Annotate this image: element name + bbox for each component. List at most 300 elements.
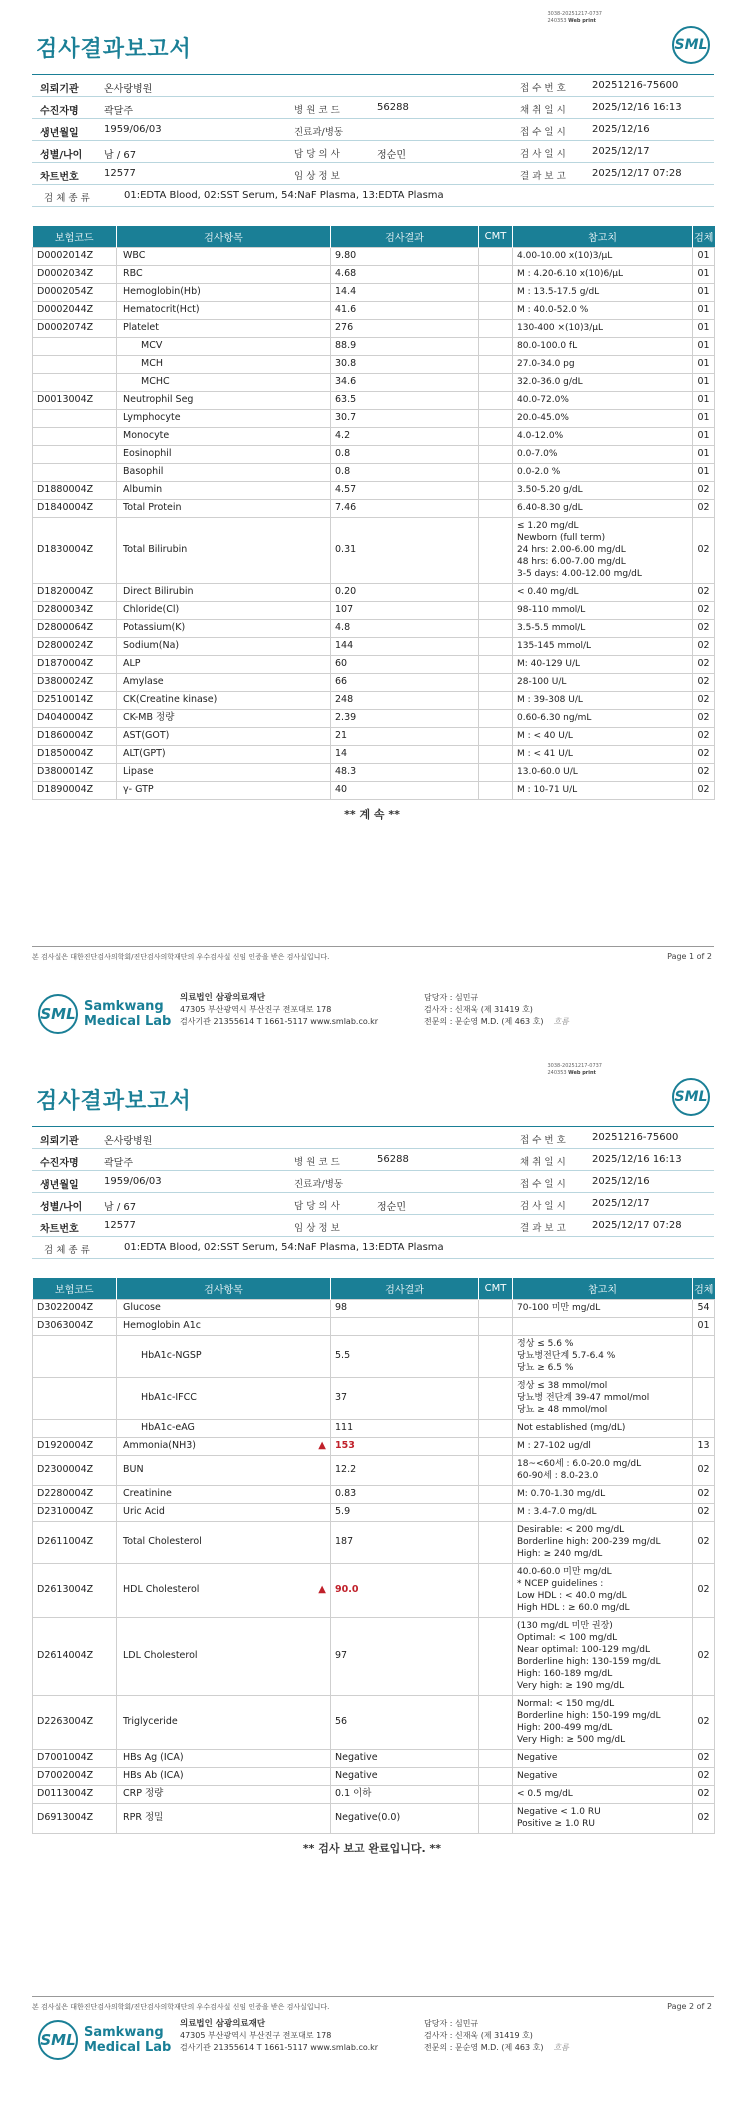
test-item: CK(Creatine kinase) xyxy=(117,691,331,709)
test-result: 107 xyxy=(331,601,479,619)
cmt-cell xyxy=(479,355,513,373)
cmt-cell xyxy=(479,481,513,499)
certification-footnote: 본 검사실은 대한진단검사의학회/진단검사의학재단의 우수검사실 신임 인증을 받은 검사실입니다. xyxy=(32,953,330,961)
high-flag-icon: ▲ xyxy=(318,1440,326,1451)
table-row xyxy=(33,1521,715,1563)
reference-range: 70-100 미만 mg/dL xyxy=(513,1299,693,1317)
specimen-code: 01 xyxy=(693,247,715,265)
insurance-code: D1880004Z xyxy=(33,481,117,499)
insurance-code: D1920004Z xyxy=(33,1437,117,1455)
cmt-cell xyxy=(479,727,513,745)
insurance-code xyxy=(33,1419,117,1437)
insurance-code: D0002054Z xyxy=(33,283,117,301)
specimen-code: 02 xyxy=(693,601,715,619)
header-specimen-label: 검 체 종 류 xyxy=(44,193,90,204)
reference-range: 135-145 mmol/L xyxy=(513,637,693,655)
specimen-code: 13 xyxy=(693,1437,715,1455)
test-item: Chloride(Cl) xyxy=(117,601,331,619)
cmt-cell xyxy=(479,1803,513,1833)
insurance-code: D2263004Z xyxy=(33,1695,117,1749)
specimen-code: 01 xyxy=(693,427,715,445)
specimen-code: 02 xyxy=(693,655,715,673)
table-row xyxy=(33,247,715,265)
test-item: Triglyceride xyxy=(117,1695,331,1749)
specimen-code: 02 xyxy=(693,1521,715,1563)
table-row xyxy=(33,655,715,673)
header-row xyxy=(32,119,714,141)
test-item: Creatinine xyxy=(117,1485,331,1503)
test-item: BUN xyxy=(117,1455,331,1485)
cmt-cell xyxy=(479,499,513,517)
header-collected-label: 채 취 일 시 xyxy=(520,105,566,116)
test-item: MCHC xyxy=(117,373,331,391)
test-item: HbA1c-NGSP xyxy=(117,1335,331,1377)
test-item: Amylase xyxy=(117,673,331,691)
col-header-ref: 참고치 xyxy=(513,1278,693,1299)
specimen-code xyxy=(693,1335,715,1377)
table-row xyxy=(33,481,715,499)
header-dob: 1959/06/03 xyxy=(104,1176,162,1187)
test-item: HbA1c-eAG xyxy=(117,1419,331,1437)
col-header-cmt: CMT xyxy=(479,226,513,247)
reference-range: 98-110 mmol/L xyxy=(513,601,693,619)
reference-range: ≤ 1.20 mg/dL Newborn (full term) 24 hrs: 2.00-6.00 mg/dL 48 hrs: 6.00-7.00 mg/dL 3-5 days: 4.00-12.00 mg/dL xyxy=(513,517,693,583)
cmt-cell xyxy=(479,409,513,427)
test-result: Negative xyxy=(331,1749,479,1767)
reference-range: 13.0-60.0 U/L xyxy=(513,763,693,781)
print-info: 3038-20251217-0737 240353 Web print xyxy=(547,11,602,24)
header-patient: 곽달주 xyxy=(104,106,133,117)
insurance-code xyxy=(33,1335,117,1377)
test-item: Basophil xyxy=(117,463,331,481)
insurance-code: D0002014Z xyxy=(33,247,117,265)
specimen-code: 01 xyxy=(693,409,715,427)
header-row xyxy=(32,163,714,185)
reference-range: M : < 40 U/L xyxy=(513,727,693,745)
header-receipt-no-label: 접 수 번 호 xyxy=(520,1135,566,1146)
test-result: 111 xyxy=(331,1419,479,1437)
certification-footnote: 본 검사실은 대한진단검사의학회/진단검사의학재단의 우수검사실 신임 인증을 받은 검사실입니다. xyxy=(32,2003,330,2011)
col-header-code: 보험코드 xyxy=(33,1278,117,1299)
test-item: Ammonia(NH3) ▲ xyxy=(117,1437,331,1455)
table-row xyxy=(33,1695,715,1749)
test-item: Glucose xyxy=(117,1299,331,1317)
specimen-code: 02 xyxy=(693,1563,715,1617)
test-result: 90.0 xyxy=(331,1563,479,1617)
reference-range: 6.40-8.30 g/dL xyxy=(513,499,693,517)
col-header-cmt: CMT xyxy=(479,1278,513,1299)
header-received: 2025/12/16 xyxy=(592,1176,650,1187)
test-item: Potassium(K) xyxy=(117,619,331,637)
header-hospital-code: 56288 xyxy=(377,102,409,113)
reference-range: M : 10-71 U/L xyxy=(513,781,693,799)
insurance-code: D0002044Z xyxy=(33,301,117,319)
reference-range: 80.0-100.0 fL xyxy=(513,337,693,355)
test-item: Hemoglobin(Hb) xyxy=(117,283,331,301)
test-item: ALP xyxy=(117,655,331,673)
cmt-cell xyxy=(479,517,513,583)
table-row xyxy=(33,319,715,337)
test-result: 41.6 xyxy=(331,301,479,319)
sml-logo-icon: SML xyxy=(38,2020,78,2060)
test-result: Negative xyxy=(331,1767,479,1785)
specimen-code: 02 xyxy=(693,673,715,691)
cmt-cell xyxy=(479,337,513,355)
test-item: RBC xyxy=(117,265,331,283)
specimen-code: 02 xyxy=(693,1695,715,1749)
test-result: 4.2 xyxy=(331,427,479,445)
reference-range: 3.5-5.5 mmol/L xyxy=(513,619,693,637)
lab-address: 의료법인 삼광의료재단 47305 부산광역시 부산진구 전포대로 178 검사기관 21355614 T 1661-5117 www.smlab.co.kr xyxy=(180,2019,379,2052)
header-sex-age: 남 / 67 xyxy=(104,150,137,161)
insurance-code: D2613004Z xyxy=(33,1563,117,1617)
insurance-code: D1860004Z xyxy=(33,727,117,745)
report-title: 검사결과보고서 xyxy=(36,1089,192,1114)
reference-range: 4.0-12.0% xyxy=(513,427,693,445)
insurance-code: D2800064Z xyxy=(33,619,117,637)
header-sex-age-label: 성별/나이 xyxy=(40,1202,83,1213)
test-result: 7.46 xyxy=(331,499,479,517)
table-row xyxy=(33,781,715,799)
header-tested-label: 검 사 일 시 xyxy=(520,149,566,160)
test-item: WBC xyxy=(117,247,331,265)
specimen-code: 01 xyxy=(693,373,715,391)
cmt-cell xyxy=(479,1437,513,1455)
insurance-code xyxy=(33,427,117,445)
test-result: 9.80 xyxy=(331,247,479,265)
cmt-cell xyxy=(479,1419,513,1437)
test-item: Sodium(Na) xyxy=(117,637,331,655)
cmt-cell xyxy=(479,1695,513,1749)
cmt-cell xyxy=(479,1317,513,1335)
test-result: 0.20 xyxy=(331,583,479,601)
specimen-code: 02 xyxy=(693,1617,715,1695)
table-row xyxy=(33,283,715,301)
insurance-code: D1870004Z xyxy=(33,655,117,673)
col-header-specimen: 검체 xyxy=(693,226,715,247)
insurance-code: D1850004Z xyxy=(33,745,117,763)
table-row xyxy=(33,691,715,709)
reference-range: M : 13.5-17.5 g/dL xyxy=(513,283,693,301)
test-result: 98 xyxy=(331,1299,479,1317)
header-patient: 곽달주 xyxy=(104,1158,133,1169)
patient-header xyxy=(32,1126,714,1259)
test-item: Hematocrit(Hct) xyxy=(117,301,331,319)
cmt-cell xyxy=(479,1455,513,1485)
col-header-ref: 참고치 xyxy=(513,226,693,247)
test-result: 97 xyxy=(331,1617,479,1695)
reference-range: 4.00-10.00 x(10)3/μL xyxy=(513,247,693,265)
cmt-cell xyxy=(479,691,513,709)
test-item: MCV xyxy=(117,337,331,355)
table-row xyxy=(33,1785,715,1803)
specimen-code: 54 xyxy=(693,1299,715,1317)
table-header-row xyxy=(33,1278,715,1299)
cmt-cell xyxy=(479,283,513,301)
header-row xyxy=(32,1127,714,1149)
reference-range: M: 0.70-1.30 mg/dL xyxy=(513,1485,693,1503)
test-result: 4.57 xyxy=(331,481,479,499)
reference-range: Negative xyxy=(513,1767,693,1785)
header-institution-label: 의뢰기관 xyxy=(40,84,79,95)
test-result: 14.4 xyxy=(331,283,479,301)
cmt-cell xyxy=(479,601,513,619)
test-item: AST(GOT) xyxy=(117,727,331,745)
cmt-cell xyxy=(479,391,513,409)
divider xyxy=(32,1996,714,1997)
results-table xyxy=(32,1278,715,1834)
insurance-code: D1820004Z xyxy=(33,583,117,601)
cmt-cell xyxy=(479,709,513,727)
specimen-code: 01 xyxy=(693,355,715,373)
test-result: 48.3 xyxy=(331,763,479,781)
table-row xyxy=(33,1803,715,1833)
page-number: Page 1 of 2 xyxy=(667,952,712,961)
header-row xyxy=(32,1215,714,1237)
specimen-code: 01 xyxy=(693,391,715,409)
cmt-cell xyxy=(479,1563,513,1617)
reference-range: 28-100 U/L xyxy=(513,673,693,691)
reference-range: 32.0-36.0 g/dL xyxy=(513,373,693,391)
header-chart: 12577 xyxy=(104,168,136,179)
high-flag-icon: ▲ xyxy=(318,1584,326,1595)
insurance-code: D1840004Z xyxy=(33,499,117,517)
reference-range: < 0.40 mg/dL xyxy=(513,583,693,601)
specimen-code: 02 xyxy=(693,637,715,655)
table-row xyxy=(33,427,715,445)
reference-range: M : 39-308 U/L xyxy=(513,691,693,709)
test-item: Uric Acid xyxy=(117,1503,331,1521)
cmt-cell xyxy=(479,1521,513,1563)
specimen-code: 01 xyxy=(693,463,715,481)
col-header-code: 보험코드 xyxy=(33,226,117,247)
test-item: RPR 정밀 xyxy=(117,1803,331,1833)
test-item: Total Cholesterol xyxy=(117,1521,331,1563)
insurance-code: D0013004Z xyxy=(33,391,117,409)
report-complete-note: ** 검사 보고 완료입니다. ** xyxy=(302,1842,442,1855)
header-specimen: 01:EDTA Blood, 02:SST Serum, 54:NaF Plasma, 13:EDTA Plasma xyxy=(124,1242,444,1253)
col-header-result: 검사결과 xyxy=(331,1278,479,1299)
insurance-code: D3063004Z xyxy=(33,1317,117,1335)
insurance-code xyxy=(33,1377,117,1419)
specimen-code: 02 xyxy=(693,1749,715,1767)
table-row xyxy=(33,745,715,763)
cmt-cell xyxy=(479,463,513,481)
reference-range: 20.0-45.0% xyxy=(513,409,693,427)
test-result xyxy=(331,1317,479,1335)
insurance-code: D0002074Z xyxy=(33,319,117,337)
header-receipt-no: 20251216-75600 xyxy=(592,80,679,91)
header-reported-label: 결 과 보 고 xyxy=(520,171,566,182)
header-collected: 2025/12/16 16:13 xyxy=(592,102,682,113)
specimen-code: 01 xyxy=(693,337,715,355)
test-result: 40 xyxy=(331,781,479,799)
header-institution-label: 의뢰기관 xyxy=(40,1136,79,1147)
test-result: 276 xyxy=(331,319,479,337)
header-collected-label: 채 취 일 시 xyxy=(520,1157,566,1168)
cmt-cell xyxy=(479,373,513,391)
test-result: 56 xyxy=(331,1695,479,1749)
reference-range: M: 40-129 U/L xyxy=(513,655,693,673)
header-hospital-code-label: 병 원 코 드 xyxy=(294,105,340,116)
cmt-cell xyxy=(479,1299,513,1317)
test-item: Total Protein xyxy=(117,499,331,517)
header-institution: 온사랑병원 xyxy=(104,84,153,95)
test-item: Direct Bilirubin xyxy=(117,583,331,601)
header-reported: 2025/12/17 07:28 xyxy=(592,1220,682,1231)
header-received: 2025/12/16 xyxy=(592,124,650,135)
test-item: Albumin xyxy=(117,481,331,499)
table-row xyxy=(33,1299,715,1317)
results-table xyxy=(32,226,715,800)
test-result: 0.83 xyxy=(331,1485,479,1503)
reference-range: 130-400 ×(10)3/μL xyxy=(513,319,693,337)
specimen-code: 01 xyxy=(693,319,715,337)
test-item: ALT(GPT) xyxy=(117,745,331,763)
header-dob: 1959/06/03 xyxy=(104,124,162,135)
insurance-code xyxy=(33,445,117,463)
header-patient-label: 수진자명 xyxy=(40,106,79,117)
header-reported: 2025/12/17 07:28 xyxy=(592,168,682,179)
test-item: HDL Cholesterol ▲ xyxy=(117,1563,331,1617)
table-row xyxy=(33,1563,715,1617)
test-result: 153 xyxy=(331,1437,479,1455)
cmt-cell xyxy=(479,637,513,655)
header-receipt-no-label: 접 수 번 호 xyxy=(520,83,566,94)
specimen-code: 02 xyxy=(693,745,715,763)
cmt-cell xyxy=(479,763,513,781)
test-result: 0.8 xyxy=(331,445,479,463)
test-result: 60 xyxy=(331,655,479,673)
test-result: 37 xyxy=(331,1377,479,1419)
reference-range: 0.0-2.0 % xyxy=(513,463,693,481)
table-row xyxy=(33,1419,715,1437)
reference-range: < 0.5 mg/dL xyxy=(513,1785,693,1803)
header-row xyxy=(32,1171,714,1193)
insurance-code: D2300004Z xyxy=(33,1455,117,1485)
reference-range: 정상 ≤ 5.6 % 당뇨병전단계 5.7-6.4 % 당뇨 ≥ 6.5 % xyxy=(513,1335,693,1377)
insurance-code: D7002004Z xyxy=(33,1767,117,1785)
header-sex-age-label: 성별/나이 xyxy=(40,150,83,161)
test-item: Monocyte xyxy=(117,427,331,445)
header-chart: 12577 xyxy=(104,1220,136,1231)
test-item: CK-MB 정량 xyxy=(117,709,331,727)
reference-range: M : 27-102 ug/dl xyxy=(513,1437,693,1455)
header-dept-label: 진료과/병동 xyxy=(294,127,344,138)
test-item: Lipase xyxy=(117,763,331,781)
header-specimen: 01:EDTA Blood, 02:SST Serum, 54:NaF Plasma, 13:EDTA Plasma xyxy=(124,190,444,201)
test-item: Total Bilirubin xyxy=(117,517,331,583)
signature: 흐름 xyxy=(553,1017,569,1026)
specimen-code: 02 xyxy=(693,619,715,637)
insurance-code: D3800024Z xyxy=(33,673,117,691)
test-result: 248 xyxy=(331,691,479,709)
reference-range: 27.0-34.0 pg xyxy=(513,355,693,373)
table-row xyxy=(33,517,715,583)
header-row xyxy=(32,1237,714,1259)
insurance-code xyxy=(33,373,117,391)
insurance-code: D2310004Z xyxy=(33,1503,117,1521)
cmt-cell xyxy=(479,583,513,601)
samkwang-logo: SML Samkwang Medical Lab xyxy=(38,2020,171,2060)
reference-range: Negative xyxy=(513,1749,693,1767)
test-item: HBs Ab (ICA) xyxy=(117,1767,331,1785)
col-header-item: 검사항목 xyxy=(117,226,331,247)
table-row xyxy=(33,301,715,319)
insurance-code: D1890004Z xyxy=(33,781,117,799)
test-result: 2.39 xyxy=(331,709,479,727)
insurance-code: D2800034Z xyxy=(33,601,117,619)
cmt-cell xyxy=(479,1335,513,1377)
cmt-cell xyxy=(479,1503,513,1521)
test-result: Negative(0.0) xyxy=(331,1803,479,1833)
page-number: Page 2 of 2 xyxy=(667,2002,712,2011)
header-dob-label: 생년월일 xyxy=(40,1180,79,1191)
header-dept-label: 진료과/병동 xyxy=(294,1179,344,1190)
test-item: CRP 정량 xyxy=(117,1785,331,1803)
header-received-label: 접 수 일 시 xyxy=(520,127,566,138)
header-institution: 온사랑병원 xyxy=(104,1136,153,1147)
sml-logo-icon: SML xyxy=(38,994,78,1034)
test-item: HBs Ag (ICA) xyxy=(117,1749,331,1767)
insurance-code: D0113004Z xyxy=(33,1785,117,1803)
cmt-cell xyxy=(479,1485,513,1503)
header-hospital-code: 56288 xyxy=(377,1154,409,1165)
header-row xyxy=(32,97,714,119)
test-item: Hemoglobin A1c xyxy=(117,1317,331,1335)
reference-range: M : < 41 U/L xyxy=(513,745,693,763)
sml-logo-icon: SML xyxy=(672,26,710,64)
reference-range: Desirable: < 200 mg/dL Borderline high: 200-239 mg/dL High: ≥ 240 mg/dL xyxy=(513,1521,693,1563)
header-hospital-code-label: 병 원 코 드 xyxy=(294,1157,340,1168)
test-item: Lymphocyte xyxy=(117,409,331,427)
insurance-code: D4040004Z xyxy=(33,709,117,727)
cmt-cell xyxy=(479,1617,513,1695)
reference-range: M : 4.20-6.10 x(10)6/μL xyxy=(513,265,693,283)
insurance-code: D3022004Z xyxy=(33,1299,117,1317)
table-row xyxy=(33,1485,715,1503)
insurance-code: D2800024Z xyxy=(33,637,117,655)
test-result: 34.6 xyxy=(331,373,479,391)
report-title: 검사결과보고서 xyxy=(36,37,192,62)
col-header-item: 검사항목 xyxy=(117,1278,331,1299)
table-row xyxy=(33,1335,715,1377)
table-header-row xyxy=(33,226,715,247)
table-row xyxy=(33,763,715,781)
header-sex-age: 남 / 67 xyxy=(104,1202,137,1213)
report-page-2 xyxy=(0,1052,744,2104)
header-row xyxy=(32,75,714,97)
test-result: 5.9 xyxy=(331,1503,479,1521)
specimen-code: 01 xyxy=(693,1317,715,1335)
insurance-code: D2280004Z xyxy=(33,1485,117,1503)
table-row xyxy=(33,409,715,427)
specimen-code: 02 xyxy=(693,727,715,745)
continue-note: ** 계 속 ** xyxy=(344,808,400,821)
specimen-code xyxy=(693,1377,715,1419)
table-row xyxy=(33,727,715,745)
reference-range: 18~<60세 : 6.0-20.0 mg/dL 60-90세 : 8.0-23.0 xyxy=(513,1455,693,1485)
header-chart-label: 차트번호 xyxy=(40,1224,79,1235)
cmt-cell xyxy=(479,619,513,637)
specimen-code: 02 xyxy=(693,691,715,709)
insurance-code: D2510014Z xyxy=(33,691,117,709)
cmt-cell xyxy=(479,781,513,799)
reference-range: 3.50-5.20 g/dL xyxy=(513,481,693,499)
specimen-code: 02 xyxy=(693,583,715,601)
header-tested: 2025/12/17 xyxy=(592,1198,650,1209)
header-doctor-label: 담 당 의 사 xyxy=(294,149,340,160)
